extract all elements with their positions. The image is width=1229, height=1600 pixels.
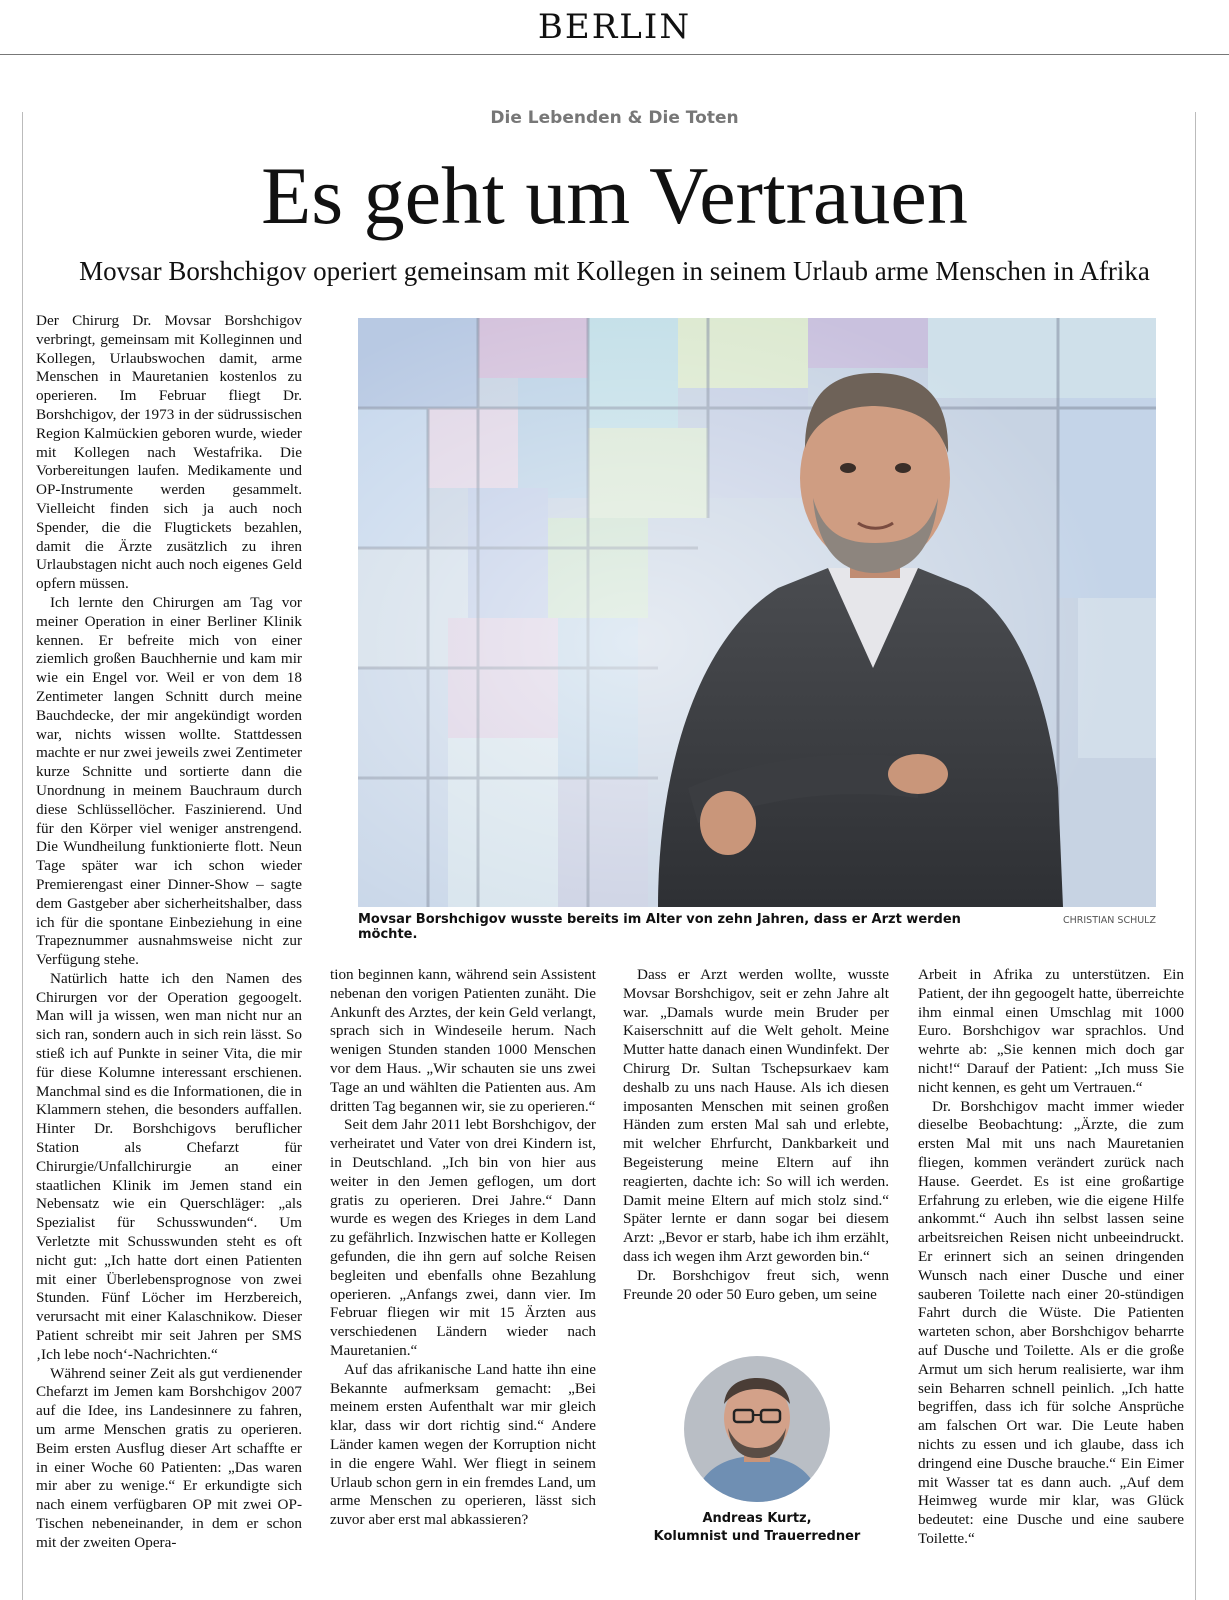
section-title: BERLIN xyxy=(537,7,692,47)
author-role: Kolumnist und Trauerredner xyxy=(653,1529,861,1544)
masthead xyxy=(0,0,1229,55)
author-byline xyxy=(640,1510,874,1546)
paragraph: Während seiner Zeit als gut verdienender Chefarzt im Jemen kam Borshchigov 2007 auf die Idee, ins Landesinnere zu fahren, um arme Menschen gratis zu operieren. Beim ersten Ausflug dieser Art schaffte er in einer Woche 60 Patienten: „Das waren mir aber zu wenige.“ Er erkundigte sich nach einem verfügbaren OP mit zwei OP-Tischen nebeneinander, in dem er schon mit der zweiten Opera- xyxy=(36,1364,302,1551)
paragraph: Dr. Borshchigov macht immer wieder dieselbe Beobachtung: „Ärzte, die zum ersten Mal mit uns nach Mauretanien fliegen, kommen verändert zurück nach Hause. Geerdet. Es ist eine großartige Erfahrung zu erleben, wie die eigene Hilfe ankommt.“ Auch ihn selbst lassen seine arbeitsreichen Reisen nicht unbeeindruckt. Er erinnert sich an seinen dringenden Wunsch nach einer Dusche und einer sauberen Toilette nach einer 20-stündigen Fahrt durch die Wüste. Die Patienten warteten schon, aber Borshchigov beharrte auf Dusche und Toilette. Als er die große Armut um sich herum realisierte, war ihm sein Beharren schnell peinlich. „Ich hatte begriffen, dass ich für solche Ansprüche am falschen Ort war. Die Leute haben nichts zu essen und ich glaube, dass ich dringend eine Dusche brauche.“ Ein Eimer mit Wasser tat es dann auch. „Auf dem Heimweg wurde mir klar, was Glück bedeutet: eine Dusche und eine saubere Toilette.“ xyxy=(918,1097,1184,1547)
page-frame-right xyxy=(1195,112,1196,1600)
paragraph: Auf das afrikanische Land hatte ihn eine Bekannte aufmerksam gemacht: „Bei meinem ersten Aufenthalt war mir gleich klar, dass wir dort richtig sind.“ Andere Länder kamen wegen der Korruption nicht in die engere Wahl. Wer fliegt in seinem Urlaub schon gern in ein fremdes Land, um arme Menschen zu operieren, lässt sich zuvor aber erst mal abkassieren? xyxy=(330,1360,596,1529)
article-column-3 xyxy=(623,966,889,1304)
paragraph: Dass er Arzt werden wollte, wusste Movsar Borshchigov, seit er zehn Jahre alt war. „Damals wurde mein Bruder per Kaiserschnitt auf die Welt geholt. Meine Mutter hatte danach einen Wundinfekt. Der Chirurg Dr. Sultan Tschepsurkaev kam deshalb zu uns nach Hause. Als ich diesen imposanten Menschen mit seinen großen Händen zum ersten Mal sah und erlebte, mit welcher Ehrfurcht, Dankbarkeit und Begeisterung meine Eltern auf ihn reagierten, dachte ich: So will ich werden. Damit meine Eltern auf mich stolz sind.“ Später lernte er dann sogar bei diesem Arzt: „Bevor er starb, habe ich ihm erzählt, dass ich wegen ihm Arzt geworden bin.“ xyxy=(623,966,889,1265)
subheadline: Movsar Borshchigov operiert gemeinsam mit Kollegen in seinem Urlaub arme Menschen in Afrika xyxy=(79,256,1150,286)
kicker: Die Lebenden & Die Toten xyxy=(490,108,739,128)
photo-credit: CHRISTIAN SCHULZ xyxy=(1062,915,1156,926)
author-name: Andreas Kurtz, xyxy=(702,1511,812,1526)
author-avatar xyxy=(684,1356,830,1502)
paragraph: Dr. Borshchigov freut sich, wenn Freunde 20 oder 50 Euro geben, um seine xyxy=(623,1266,889,1303)
paragraph: tion beginnen kann, während sein Assistent nebenan den vorigen Patienten zunäht. Die Ankunft des Arztes, der kein Geld verlangt, sprach sich in Windeseile herum. Nach wenigen Stunden standen 1000 Menschen vor dem Haus. „Wir schauten sie uns zwei Tage an und wählten die Patienten aus. Am dritten Tag begannen wir, sie zu operieren.“ xyxy=(330,966,596,1115)
paragraph: Seit dem Jahr 2011 lebt Borshchigov, der verheiratet und Vater von drei Kindern ist, in Deutschland. „Ich bin von hier aus weiter in den Jemen geflogen, um dort gratis zu operieren. Drei Jahre.“ Dann wurde es wegen des Krieges in dem Land zu gefährlich. Inzwischen hatte er Kollegen gefunden, die ihn gern auf solche Reisen begleiten und ebenfalls ohne Bezahlung operieren. „Anfangs zwei, dann vier. Im Februar fliegen wir mit 15 Ärzten aus verschiedenen Ländern wieder nach Mauretanien.“ xyxy=(330,1116,596,1359)
portrait-image xyxy=(358,318,1156,907)
paragraph: Natürlich hatte ich den Namen des Chirurgen vor der Operation gegoogelt. Man will ja wissen, wen man nicht nur an sich ran, sondern auch in sich rein lässt. So stieß ich auf Punkte in seiner Vita, die mir für diese Kolumne interessant erschienen. Manchmal sind es die Informationen, die in Klammern stehen, die besonders auffallen. Hinter Dr. Borshchigovs beruflicher Station als Chefarzt für Chirurgie/Unfallchirurgie an einer staatlichen Klinik im Jemen stand ein Nebensatz wie ein Querschläger: „als Spezialist für Schusswunden“. Um Verletzte mit Schusswunden steht es oft nicht gut: „Ich hatte dort einen Patienten mit einer Überlebensprognose von zwei Stunden. Fünf Löcher im Herzbereich, verursacht mit einer Kalaschnikow. Dieser Patient schreibt mir seit Jahren per SMS ‚Ich lebe noch‘-Nachrichten.“ xyxy=(36,969,302,1363)
paragraph: Arbeit in Afrika zu unterstützen. Ein Patient, der ihn gegoogelt hatte, überreichte ihm einmal einen Umschlag mit 1000 Euro. Borshchigov war sprachlos. Und wehrte ab: „Sie kennen mich doch gar nicht!“ Darauf der Patient: „Ich muss Sie nicht kennen, es geht um Vertrauen.“ xyxy=(918,966,1184,1096)
paragraph: Der Chirurg Dr. Movsar Borshchigov verbringt, gemeinsam mit Kolleginnen und Kollegen, Urlaubswochen damit, arme Menschen in Mauretanien kostenlos zu operieren. Im Februar fliegt Dr. Borshchigov, der 1973 in der südrussischen Region Kalmückien geboren wurde, wieder mit Kollegen nach Westafrika. Die Vorbereitungen laufen. Medikamente und OP-Instrumente werden gesammelt. Vielleicht finden sich ja auch noch Spender, die die Flugtickets bezahlen, damit die Ärzte zusätzlich zu ihren Urlaubstagen nicht auch noch eigenes Geld opfern müssen. xyxy=(36,312,302,593)
headline: Es geht um Vertrauen xyxy=(261,150,968,241)
article-column-1 xyxy=(36,312,302,1553)
photo-caption: Movsar Borshchigov wusste bereits im Alter von zehn Jahren, dass er Arzt werden möchte. xyxy=(358,912,961,942)
article-photo xyxy=(358,318,1156,907)
page-frame-left xyxy=(22,112,23,1600)
article-column-4 xyxy=(918,966,1184,1549)
article-column-2 xyxy=(330,966,596,1530)
paragraph: Ich lernte den Chirurgen am Tag vor meiner Operation in einer Berliner Klinik kennen. Er befreite mich von einer ziemlich großen Bauchhernie und kam mir wie ein Engel vor. Weil er von dem 18 Zentimeter langen Schnitt durch meine Bauchdecke, der mir angekündigt worden war, nichts wissen wollte. Stattdessen machte er nur zwei jeweils zwei Zentimeter kurze Schnitte und sortierte dann die Unordnung in meinem Bauchraum durch diese Schlüssellöcher. Faszinierend. Und für den Körper viel weniger anstrengend. Die Wundheilung funktionierte flott. Neun Tage später war ich schon wieder Premierengast einer Dinner-Show – sagte dem Gastgeber aber sicherheitshalber, dass ich für die spontane Einbeziehung in eine Trapeznummer ausnahmsweise nicht zur Verfügung stehe. xyxy=(36,593,302,969)
